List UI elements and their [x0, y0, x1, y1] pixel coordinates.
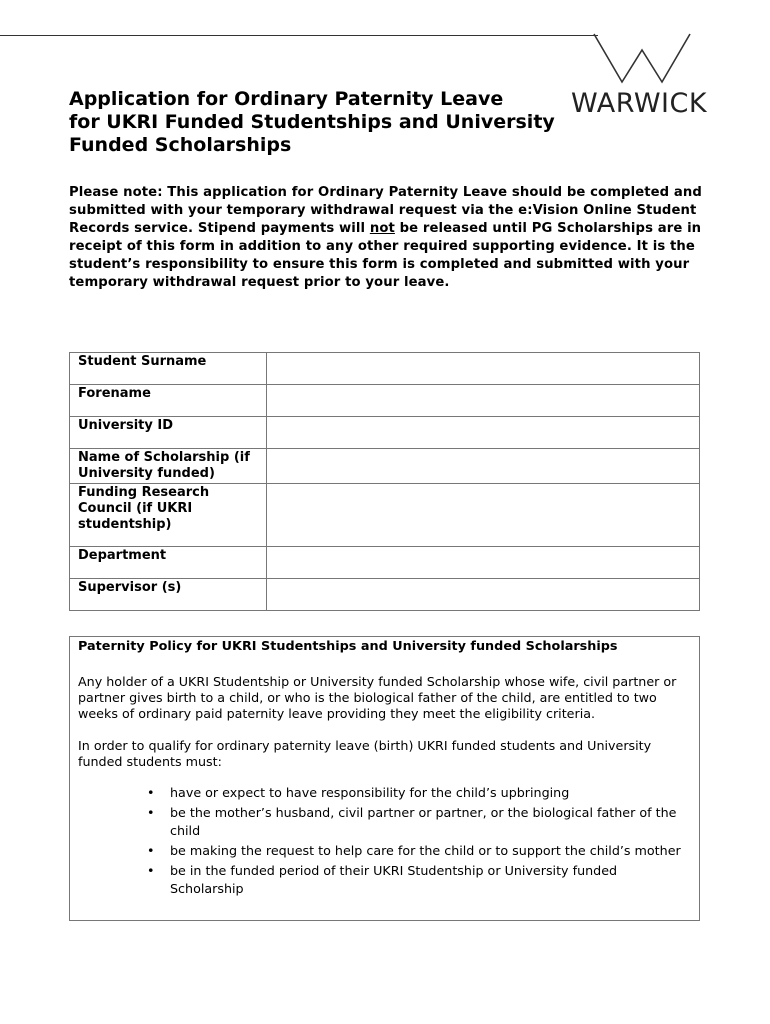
department-field[interactable] [267, 547, 700, 579]
field-label: Funding Research Council (if UKRI studentship) [70, 484, 267, 547]
field-label: Department [70, 547, 267, 579]
header-rule [0, 35, 598, 36]
list-item-text: have or expect to have responsibility for the child’s upbringing [170, 785, 570, 800]
forename-field[interactable] [267, 385, 700, 417]
supervisor-field[interactable] [267, 579, 700, 611]
list-item [147, 784, 691, 802]
please-note-paragraph [69, 184, 709, 292]
field-label: Name of Scholarship (if University funded) [70, 449, 267, 484]
policy-paragraph-2: In order to qualify for ordinary paternity leave (birth) UKRI funded students and University funded students must: [78, 738, 652, 769]
eligibility-list [78, 784, 691, 898]
list-item [147, 862, 691, 898]
university-id-field[interactable] [267, 417, 700, 449]
field-label: Forename [70, 385, 267, 417]
table-row [70, 353, 700, 385]
student-details-table [69, 352, 700, 611]
list-item [147, 842, 691, 860]
bullet-icon: • [147, 785, 155, 800]
table-row [70, 449, 700, 484]
field-label: Student Surname [70, 353, 267, 385]
form-title [69, 88, 629, 157]
list-item-text: be making the request to help care for the child or to support the child’s mother [170, 843, 681, 858]
warwick-logo-mark [590, 30, 700, 90]
field-label: University ID [70, 417, 267, 449]
title-line-3: Funded Scholarships [69, 134, 292, 156]
field-label: Supervisor (s) [70, 579, 267, 611]
note-text-after: be released until PG Scholarships are in receipt of this form in addition to any other required supporting evidence. It is the student’s responsibility to ensure this form is completed and submitted with your temporary withdrawal request prior to your leave. [69, 221, 702, 290]
student-surname-field[interactable] [267, 353, 700, 385]
paternity-policy-box [69, 636, 700, 921]
table-row [70, 385, 700, 417]
list-item [147, 804, 691, 840]
table-row [70, 547, 700, 579]
warwick-logo-text: WARWICK [571, 88, 708, 119]
list-item-text: be in the funded period of their UKRI Studentship or University funded Scholarship [170, 863, 618, 896]
title-line-2: for UKRI Funded Studentships and University [69, 111, 555, 133]
bullet-icon: • [147, 843, 155, 858]
list-item-text: be the mother’s husband, civil partner or partner, or the biological father of the child [170, 805, 677, 838]
bullet-icon: • [147, 805, 155, 820]
table-row [70, 417, 700, 449]
policy-paragraph-1: Any holder of a UKRI Studentship or University funded Scholarship whose wife, civil partner or partner gives birth to a child, or who is the biological father of the child, are entitled to two weeks of ordinary paid paternity leave providing they meet the eligibility criteria. [78, 674, 677, 721]
funding-council-field[interactable] [267, 484, 700, 547]
scholarship-name-field[interactable] [267, 449, 700, 484]
table-row [70, 484, 700, 547]
note-emphasis: not [369, 221, 395, 236]
title-line-1: Application for Ordinary Paternity Leave [69, 88, 504, 110]
policy-heading: Paternity Policy for UKRI Studentships and University funded Scholarships [78, 639, 618, 654]
table-row [70, 579, 700, 611]
bullet-icon: • [147, 863, 155, 878]
note-text-before: Please note: This application for Ordinary Paternity Leave should be completed and submitted with your temporary withdrawal request via the e:Vision Online Student Records service. Stipend payments will [69, 185, 702, 236]
